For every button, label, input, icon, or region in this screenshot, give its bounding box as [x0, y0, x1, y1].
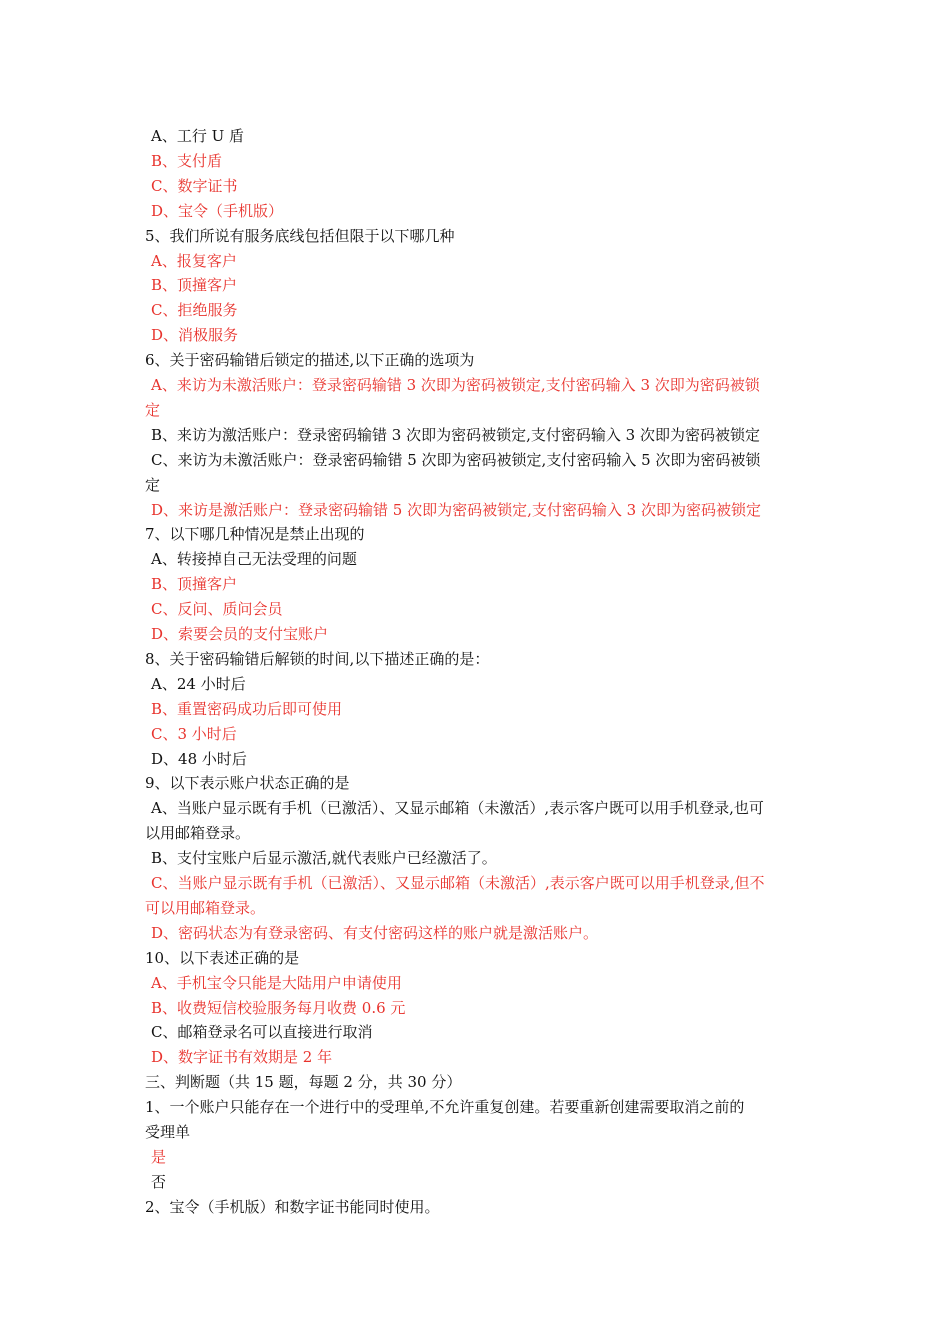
answer-option: C、反问、质问会员 [151, 600, 283, 619]
question-text: 8、关于密码输错后解锁的时间,以下描述正确的是： [145, 649, 490, 668]
answer-option: B、收费短信校验服务每月收费 0.6 元 [151, 998, 406, 1017]
answer-option: D、索要会员的支付宝账户 [151, 625, 329, 643]
answer-option: C、当账户显示既有手机（已激活）、又显示邮箱（未激活）,表示客户既可以用手机登录,但不 [151, 874, 765, 892]
answer-option: D、消极服务 [151, 326, 239, 345]
question-text: 10、以下表述正确的是 [145, 948, 300, 967]
answer-option: D、数字证书有效期是 2 年 [151, 1048, 333, 1067]
question-text: 以用邮箱登录。 [145, 824, 251, 843]
question-text: 三、判断题（共 15 题，每题 2 分，共 30 分） [145, 1073, 462, 1092]
question-text: 5、我们所说有服务底线包括但限于以下哪几种 [145, 226, 455, 245]
answer-option: D、来访是激活账户：登录密码输错 5 次即为密码被锁定,支付密码输入 3 次即为密码被锁定 [151, 500, 761, 519]
answer-option: B、重置密码成功后即可使用 [151, 699, 343, 718]
answer-option: A、当账户显示既有手机（已激活）、又显示邮箱（未激活）,表示客户既可以用手机登录,也可 [151, 799, 764, 818]
answer-option: B、支付盾 [151, 151, 223, 170]
answer-option: B、顶撞客户 [151, 575, 238, 594]
answer-option: D、宝令（手机版） [151, 201, 284, 220]
answer-option: B、顶撞客户 [151, 276, 238, 295]
question-text: 7、以下哪几种情况是禁止出现的 [145, 525, 365, 544]
answer-option: A、手机宝令只能是大陆用户申请使用 [151, 973, 402, 992]
question-text: 2、宝令（手机版）和数字证书能同时使用。 [145, 1197, 440, 1216]
question-text: 受理单 [145, 1123, 191, 1141]
answer-option: C、来访为未激活账户：登录密码输错 5 次即为密码被锁定,支付密码输入 5 次即为密码被锁 [151, 450, 761, 469]
answer-option: 是 [151, 1147, 167, 1166]
answer-option: C、3 小时后 [151, 724, 237, 743]
question-text: 定 [145, 475, 161, 494]
answer-option: A、转接掉自己无法受理的问题 [151, 550, 357, 569]
answer-option: B、支付宝账户后显示激活,就代表账户已经激活了。 [151, 849, 497, 868]
answer-option: A、来访为未激活账户：登录密码输错 3 次即为密码被锁定,支付密码输入 3 次即为密码被锁 [151, 376, 760, 394]
answer-option: C、数字证书 [151, 176, 238, 195]
answer-option: C、邮箱登录名可以直接进行取消 [151, 1023, 373, 1042]
answer-option: D、48 小时后 [151, 749, 247, 768]
answer-option: A、工行 U 盾 [151, 127, 245, 145]
question-text: 可以用邮箱登录。 [145, 898, 266, 917]
question-text: 9、以下表示账户状态正确的是 [145, 774, 350, 793]
answer-option: B、来访为激活账户：登录密码输错 3 次即为密码被锁定,支付密码输入 3 次即为密码被锁定 [151, 425, 760, 444]
question-text: 6、关于密码输错后锁定的描述,以下正确的选项为 [145, 351, 475, 370]
answer-option: A、24 小时后 [151, 674, 246, 693]
answer-option: A、报复客户 [151, 251, 237, 270]
answer-option: 否 [151, 1172, 167, 1191]
answer-option: C、拒绝服务 [151, 301, 238, 320]
answer-option: D、密码状态为有登录密码、有支付密码这样的账户就是激活账户。 [151, 923, 599, 942]
question-text: 1、一个账户只能存在一个进行中的受理单,不允许重复创建。若要重新创建需要取消之前的 [145, 1098, 745, 1117]
question-text: 定 [145, 400, 161, 419]
